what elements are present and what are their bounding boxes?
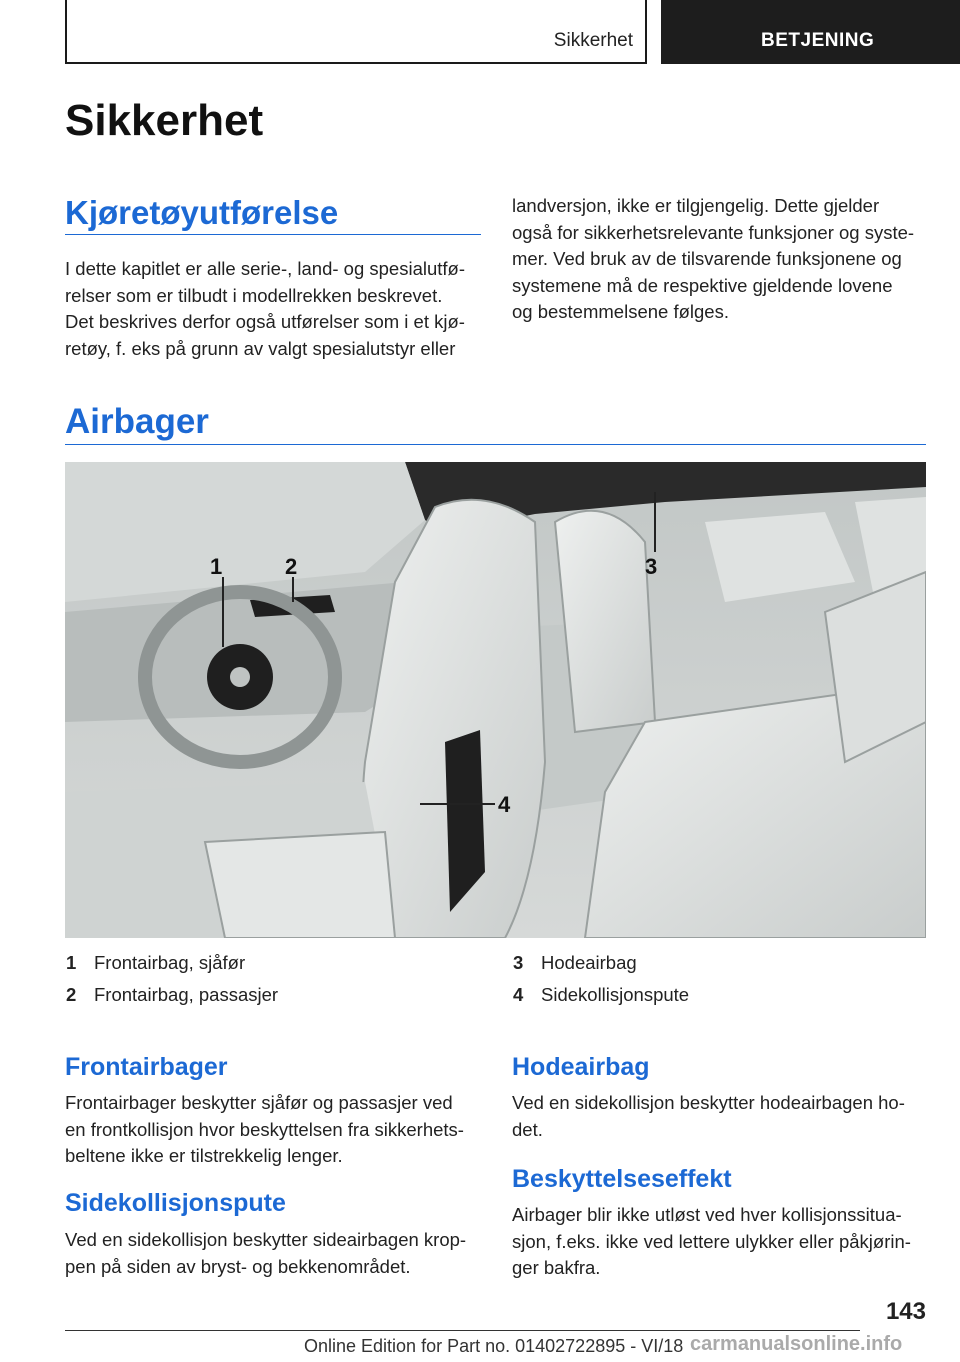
section-heading-airbags: Airbager (65, 402, 209, 441)
watermark: carmanualsonline.info (690, 1333, 903, 1355)
heading-side-airbag: Sidekollisjonspute (65, 1189, 286, 1217)
heading-front-airbags: Frontairbager (65, 1053, 228, 1081)
text-line: mer. Ved bruk av de tilsvarende funksjonene og (512, 248, 902, 269)
section-heading-vehicle-design: Kjøretøyutførelse (65, 194, 339, 231)
hand-pointer-icon (0, 0, 30, 30)
section-rule (65, 234, 481, 235)
legend-number: 3 (513, 952, 524, 973)
legend-number: 2 (66, 984, 77, 1005)
page-number: 143 (885, 1298, 926, 1325)
header-tab[interactable] (661, 0, 960, 64)
text-line: også for sikkerhetsrelevante funksjoner og syste- (512, 221, 915, 243)
head-airbag-text (512, 1090, 932, 1143)
vehicle-design-text-col1 (65, 256, 485, 362)
airbag-illustration (65, 462, 926, 938)
page-title: Sikkerhet (65, 96, 264, 145)
figure-label-2: 2 (285, 554, 298, 579)
protection-effect-text (512, 1202, 932, 1282)
text-line: landversjon, ikke er tilgjengelig. Dette gjelder (512, 195, 880, 216)
legend-text: Frontairbag, sjåfør (94, 952, 246, 973)
heading-head-airbag: Hodeairbag (512, 1053, 650, 1081)
footer-edition: Online Edition for Part no. 01402722895 - VI/18 (304, 1336, 684, 1356)
text-line: relser som er tilbudt i modellrekken beskrevet. (65, 284, 443, 306)
text-line: Ved en sidekollisjon beskytter hodeairbagen ho- (512, 1092, 905, 1113)
vehicle-design-text-col2 (512, 193, 932, 326)
text-line: retøy, f. eks på grunn av valgt spesialutstyr eller (65, 337, 456, 359)
header-section-box (65, 0, 647, 64)
legend-text: Sidekollisjonspute (541, 984, 690, 1005)
text-line: Airbager blir ikke utløst ved hver kollisjonssitua- (512, 1204, 902, 1225)
legend-number: 1 (66, 952, 77, 973)
header-tab-label: BETJENING (761, 30, 875, 51)
text-line: Ved en sidekollisjon beskytter sideairbagen krop- (65, 1229, 467, 1250)
header-section-title: Sikkerhet (553, 30, 633, 51)
footer-rule (65, 1330, 860, 1331)
text-line: systemene må de respektive gjeldende lovene (512, 274, 893, 296)
text-line: Frontairbager beskytter sjåfør og passasjer ved (65, 1092, 453, 1113)
legend-text: Frontairbag, passasjer (94, 984, 279, 1005)
section-rule (65, 444, 926, 445)
legend-number: 4 (513, 984, 524, 1005)
figure-label-3: 3 (645, 554, 658, 579)
side-airbag-text (65, 1227, 485, 1280)
text-line: I dette kapitlet er alle serie-, land- og spesialutfø- (65, 258, 465, 279)
legend-text: Hodeairbag (541, 952, 637, 973)
heading-protection-effect: Beskyttelseseffekt (512, 1165, 732, 1193)
front-airbags-text (65, 1090, 485, 1170)
text-line: ger bakfra. (512, 1257, 601, 1278)
text-line: det. (512, 1118, 543, 1140)
text-line: pen på siden av bryst- og bekkenområdet. (65, 1255, 411, 1277)
text-line: og bestemmelsene følges. (512, 301, 729, 322)
figure-label-4: 4 (498, 792, 511, 817)
text-line: en frontkollisjon hvor beskyttelsen fra sikkerhets- (65, 1118, 464, 1140)
figure-label-1: 1 (210, 554, 223, 579)
text-line: Det beskrives derfor også utførelser som i et kjø- (65, 311, 465, 332)
text-line: sjon, f.eks. ikke ved lettere ulykker eller påkjørin- (512, 1230, 911, 1252)
text-line: beltene ikke er tilstrekkelig lenger. (65, 1145, 343, 1166)
car-interior-drawing (65, 462, 926, 938)
